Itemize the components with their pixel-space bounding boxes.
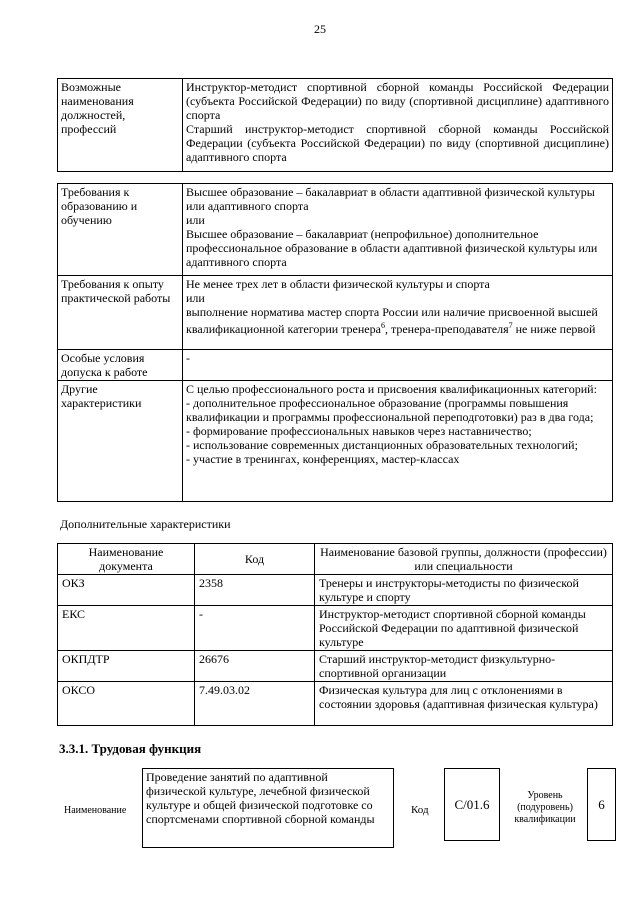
doc-cell: ОКЗ	[58, 575, 195, 606]
header-document: Наименование документа	[58, 544, 195, 575]
table-row	[58, 651, 613, 682]
page-number: 25	[314, 22, 326, 36]
other-item: - формирование профессиональных навыков через наставничество;	[186, 424, 532, 438]
experience-text-a: выполнение норматива мастер спорта России или наличие присвоенной высшей квалификационной категории тренера	[186, 305, 598, 336]
table-row	[58, 575, 613, 606]
table-row	[58, 606, 613, 651]
other-item: - участие в тренингах, конференциях, мастер-классах	[186, 452, 460, 466]
other-item: - дополнительное профессиональное образование (программы повышения квалификации и программы профессиональной переподготовки) раз в два года;	[186, 396, 594, 424]
code-cell: 26676	[195, 651, 315, 682]
group-cell: Тренеры и инструкторы-методисты по физической культуре и спорту	[315, 575, 613, 606]
experience-line-1: Не менее трех лет в области физической культуры и спорта	[186, 277, 490, 291]
position-2: Старший инструктор-методист спортивной сборной команды Российской Федерации (субъекта Российской Федерации) по виду (спортивной дисциплине) адаптивного спорта	[186, 122, 609, 164]
doc-cell: ЕКС	[58, 606, 195, 651]
education-label: Требования к образованию и обучению	[58, 184, 183, 276]
footnote-6: 6	[380, 321, 385, 330]
code-cell: 7.49.03.02	[195, 682, 315, 726]
other-intro: С целью профессионального роста и присвоения квалификационных категорий:	[186, 382, 597, 396]
additional-table	[57, 543, 613, 726]
requirements-table	[57, 183, 613, 502]
experience-text-b: , тренера-преподавателя	[384, 322, 509, 336]
function-heading: 3.3.1. Трудовая функция	[59, 741, 202, 756]
code-cell: -	[195, 606, 315, 651]
code-box: C/01.6	[444, 768, 500, 841]
experience-line-2	[186, 305, 609, 336]
other-label: Другие характеристики	[58, 381, 183, 502]
function-name-box: Проведение занятий по адаптивной физической культуре, лечебной физической культуре и общей физической подготовке со спортсменами спортивной сборной команды	[142, 768, 394, 848]
table-row	[58, 682, 613, 726]
other-value	[183, 381, 613, 502]
group-cell: Инструктор-методист спортивной сборной команды Российской Федерации по адаптивной физической культуре	[315, 606, 613, 651]
additional-title: Дополнительные характеристики	[60, 517, 231, 531]
header-code: Код	[195, 544, 315, 575]
level-box: 6	[587, 768, 616, 841]
positions-value	[183, 79, 613, 172]
education-line-2: Высшее образование – бакалавриат (непрофильное) дополнительное профессиональное образование в области адаптивной физической культуры или адаптивного спорта	[186, 227, 598, 269]
level-label: Уровень (подуровень) квалификации	[514, 790, 576, 825]
experience-or: или	[186, 291, 205, 305]
special-value: -	[183, 350, 613, 381]
education-line-1: Высшее образование – бакалавриат в области адаптивной физической культуры или адаптивного спорта	[186, 185, 595, 213]
experience-label: Требования к опыту практической работы	[58, 276, 183, 350]
group-cell: Физическая культура для лиц с отклонениями в состоянии здоровья (адаптивная физическая культура)	[315, 682, 613, 726]
footnote-7: 7	[508, 321, 513, 330]
name-label: Наименование	[64, 805, 127, 816]
experience-text-c: не ниже первой	[512, 322, 596, 336]
other-item: - использование современных дистанционных образовательных технологий;	[186, 438, 578, 452]
positions-table	[57, 78, 613, 172]
positions-label: Возможные наименования должностей, профессий	[58, 79, 183, 172]
education-or: или	[186, 213, 205, 227]
position-1: Инструктор-методист спортивной сборной команды Российской Федерации (субъекта Российской Федерации) по виду (спортивной дисциплине) адаптивного спорта	[186, 80, 609, 122]
header-group: Наименование базовой группы, должности (профессии) или специальности	[315, 544, 613, 575]
education-value	[183, 184, 613, 276]
experience-value	[183, 276, 613, 350]
doc-cell: ОКПДТР	[58, 651, 195, 682]
special-label: Особые условия допуска к работе	[58, 350, 183, 381]
group-cell: Старший инструктор-методист физкультурно-спортивной организации	[315, 651, 613, 682]
doc-cell: ОКСО	[58, 682, 195, 726]
code-cell: 2358	[195, 575, 315, 606]
code-label: Код	[411, 804, 429, 816]
